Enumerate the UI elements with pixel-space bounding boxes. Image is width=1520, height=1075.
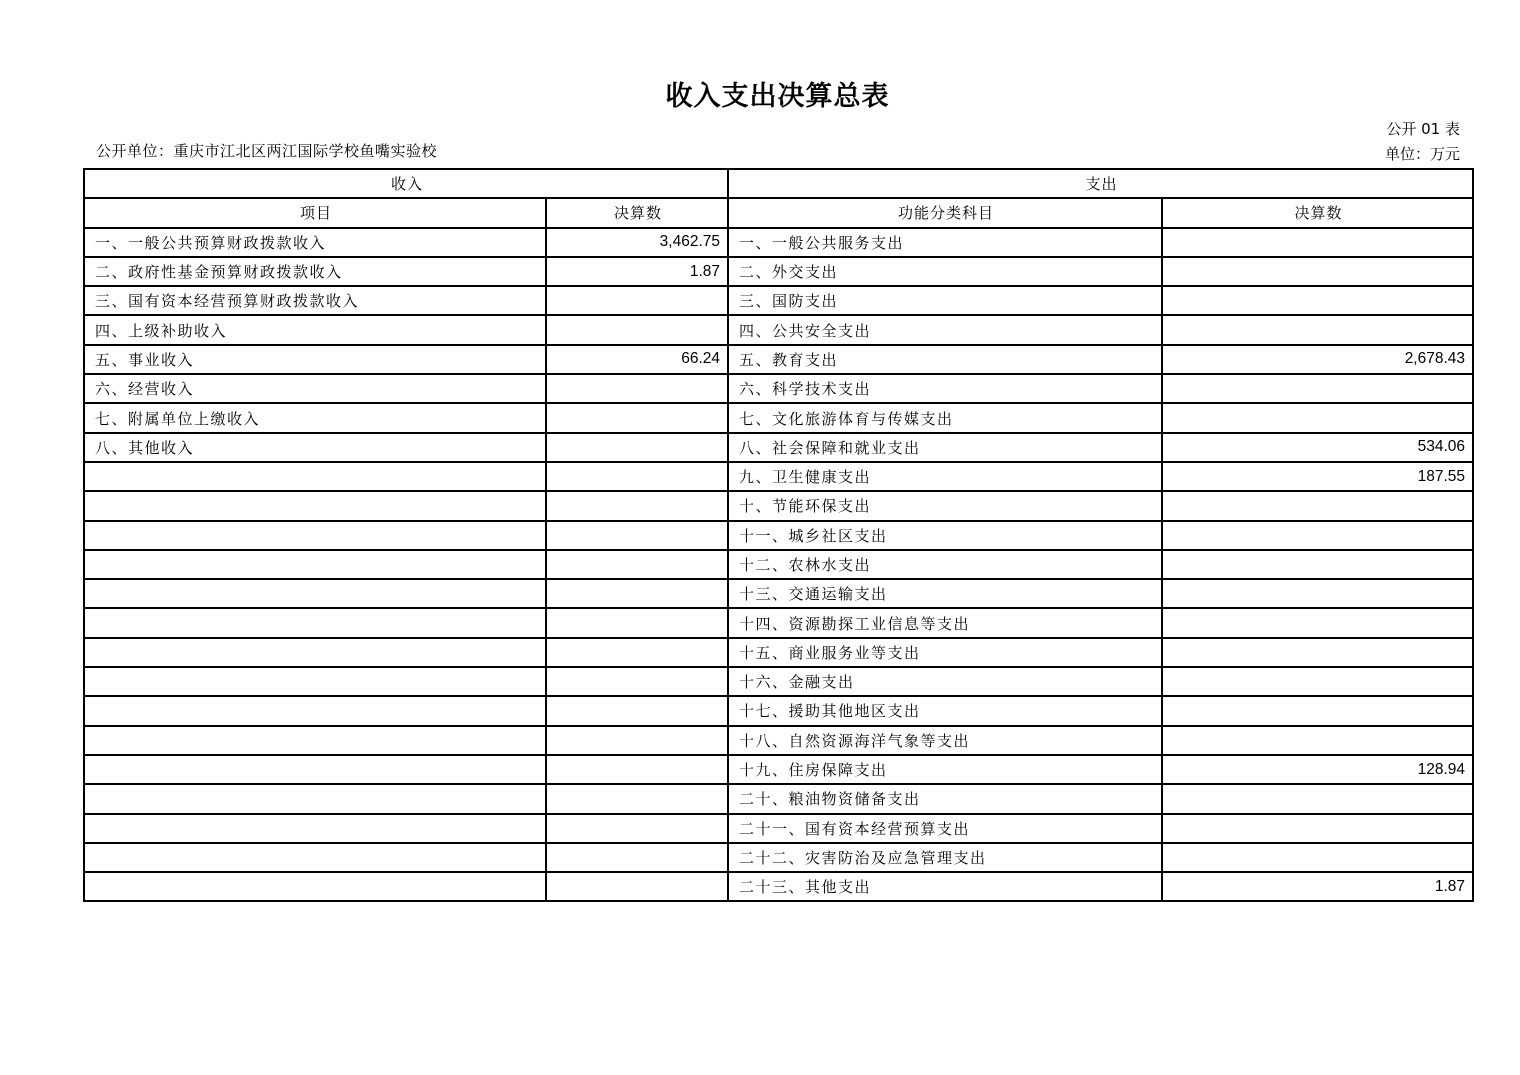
expense-item-cell: 十四、资源勘探工业信息等支出	[728, 608, 1162, 637]
expense-item-cell: 一、一般公共服务支出	[728, 228, 1162, 257]
expense-amount-cell	[1162, 579, 1473, 608]
expense-item-cell: 十、节能环保支出	[728, 491, 1162, 520]
income-item-cell: 七、附属单位上缴收入	[84, 403, 546, 432]
table-row	[84, 814, 1473, 843]
income-amount-cell	[546, 608, 728, 637]
income-item-cell	[84, 638, 546, 667]
income-item-cell	[84, 462, 546, 491]
table-row	[84, 667, 1473, 696]
table-row	[84, 403, 1473, 432]
expense-amount-cell	[1162, 521, 1473, 550]
table-row	[84, 550, 1473, 579]
expense-item-cell: 七、文化旅游体育与传媒支出	[728, 403, 1162, 432]
income-amount-cell	[546, 315, 728, 344]
income-amount-cell	[546, 286, 728, 315]
expense-item-cell: 四、公共安全支出	[728, 315, 1162, 344]
income-item-cell: 六、经营收入	[84, 374, 546, 403]
expense-item-cell: 十五、商业服务业等支出	[728, 638, 1162, 667]
section-header-row	[84, 169, 1473, 198]
income-item-cell: 三、国有资本经营预算财政拨款收入	[84, 286, 546, 315]
expense-item-cell: 九、卫生健康支出	[728, 462, 1162, 491]
table-row	[84, 315, 1473, 344]
expense-amount-cell	[1162, 667, 1473, 696]
income-item-cell: 四、上级补助收入	[84, 315, 546, 344]
income-item-cell	[84, 667, 546, 696]
table-row	[84, 843, 1473, 872]
income-amount-cell	[546, 755, 728, 784]
expense-amount-cell	[1162, 286, 1473, 315]
table-row	[84, 638, 1473, 667]
expense-amount-cell	[1162, 257, 1473, 286]
table-row	[84, 374, 1473, 403]
income-item-cell: 五、事业收入	[84, 345, 546, 374]
expense-item-cell: 十七、援助其他地区支出	[728, 696, 1162, 725]
expense-item-cell: 十八、自然资源海洋气象等支出	[728, 726, 1162, 755]
income-item-cell: 二、政府性基金预算财政拨款收入	[84, 257, 546, 286]
income-amount-cell	[546, 784, 728, 813]
income-item-cell: 一、一般公共预算财政拨款收入	[84, 228, 546, 257]
expense-amount-cell	[1162, 491, 1473, 520]
expense-amount-cell	[1162, 228, 1473, 257]
expense-item-cell: 十二、农林水支出	[728, 550, 1162, 579]
income-item-cell	[84, 521, 546, 550]
income-amount-cell	[546, 403, 728, 432]
expense-item-cell: 二、外交支出	[728, 257, 1162, 286]
expense-item-cell: 六、科学技术支出	[728, 374, 1162, 403]
income-item-header: 项目	[84, 198, 546, 227]
expense-item-cell: 十一、城乡社区支出	[728, 521, 1162, 550]
income-item-cell	[84, 579, 546, 608]
expense-amount-cell	[1162, 374, 1473, 403]
expense-item-cell: 二十一、国有资本经营预算支出	[728, 814, 1162, 843]
table-row	[84, 286, 1473, 315]
expense-amount-cell: 187.55	[1162, 462, 1473, 491]
income-amount-header: 决算数	[546, 198, 728, 227]
expense-section-header: 支出	[728, 169, 1473, 198]
income-amount-cell	[546, 726, 728, 755]
table-row	[84, 579, 1473, 608]
expense-item-cell: 十三、交通运输支出	[728, 579, 1162, 608]
expense-amount-cell: 2,678.43	[1162, 345, 1473, 374]
table-row	[84, 491, 1473, 520]
table-row	[84, 257, 1473, 286]
expense-amount-cell	[1162, 814, 1473, 843]
expense-amount-cell	[1162, 315, 1473, 344]
income-amount-cell	[546, 638, 728, 667]
income-amount-cell	[546, 433, 728, 462]
expense-item-cell: 二十二、灾害防治及应急管理支出	[728, 843, 1162, 872]
expense-amount-cell	[1162, 784, 1473, 813]
income-amount-cell: 1.87	[546, 257, 728, 286]
income-amount-cell	[546, 550, 728, 579]
expense-amount-cell: 534.06	[1162, 433, 1473, 462]
expense-item-cell: 二十、粮油物资储备支出	[728, 784, 1162, 813]
table-row	[84, 433, 1473, 462]
income-item-cell	[84, 814, 546, 843]
income-item-cell	[84, 843, 546, 872]
table-row	[84, 228, 1473, 257]
expense-amount-cell	[1162, 638, 1473, 667]
income-amount-cell	[546, 872, 728, 901]
table-row	[84, 872, 1473, 901]
income-amount-cell	[546, 843, 728, 872]
income-amount-cell	[546, 814, 728, 843]
reporting-unit: 公开单位：重庆市江北区两江国际学校鱼嘴实验校	[96, 142, 438, 160]
income-item-cell	[84, 696, 546, 725]
table-row	[84, 462, 1473, 491]
income-item-cell	[84, 550, 546, 579]
expense-item-cell: 二十三、其他支出	[728, 872, 1162, 901]
income-expense-table	[83, 168, 1474, 902]
income-amount-cell	[546, 667, 728, 696]
income-section-header: 收入	[84, 169, 728, 198]
expense-amount-cell	[1162, 696, 1473, 725]
table-row	[84, 755, 1473, 784]
column-header-row	[84, 198, 1473, 227]
income-amount-cell: 66.24	[546, 345, 728, 374]
income-amount-cell	[546, 521, 728, 550]
table-row	[84, 696, 1473, 725]
table-row	[84, 784, 1473, 813]
expense-item-cell: 十九、住房保障支出	[728, 755, 1162, 784]
income-item-cell: 八、其他收入	[84, 433, 546, 462]
income-item-cell	[84, 872, 546, 901]
expense-amount-header: 决算数	[1162, 198, 1473, 227]
expense-item-header: 功能分类科目	[728, 198, 1162, 227]
expense-amount-cell	[1162, 403, 1473, 432]
expense-item-cell: 八、社会保障和就业支出	[728, 433, 1162, 462]
table-row	[84, 521, 1473, 550]
expense-amount-cell: 1.87	[1162, 872, 1473, 901]
income-amount-cell	[546, 462, 728, 491]
income-amount-cell	[546, 491, 728, 520]
income-amount-cell	[546, 696, 728, 725]
income-amount-cell	[546, 579, 728, 608]
expense-amount-cell	[1162, 843, 1473, 872]
expense-amount-cell: 128.94	[1162, 755, 1473, 784]
table-row	[84, 608, 1473, 637]
income-amount-cell	[546, 374, 728, 403]
expense-amount-cell	[1162, 550, 1473, 579]
income-item-cell	[84, 726, 546, 755]
table-row	[84, 345, 1473, 374]
income-item-cell	[84, 784, 546, 813]
expense-amount-cell	[1162, 726, 1473, 755]
income-item-cell	[84, 608, 546, 637]
income-item-cell	[84, 755, 546, 784]
expense-item-cell: 十六、金融支出	[728, 667, 1162, 696]
expense-item-cell: 五、教育支出	[728, 345, 1162, 374]
income-amount-cell: 3,462.75	[546, 228, 728, 257]
page-title: 收入支出决算总表	[665, 81, 890, 112]
form-id: 公开 01 表	[1386, 120, 1460, 138]
table-row	[84, 726, 1473, 755]
currency-unit: 单位：万元	[1384, 145, 1460, 163]
expense-amount-cell	[1162, 608, 1473, 637]
expense-item-cell: 三、国防支出	[728, 286, 1162, 315]
income-item-cell	[84, 491, 546, 520]
